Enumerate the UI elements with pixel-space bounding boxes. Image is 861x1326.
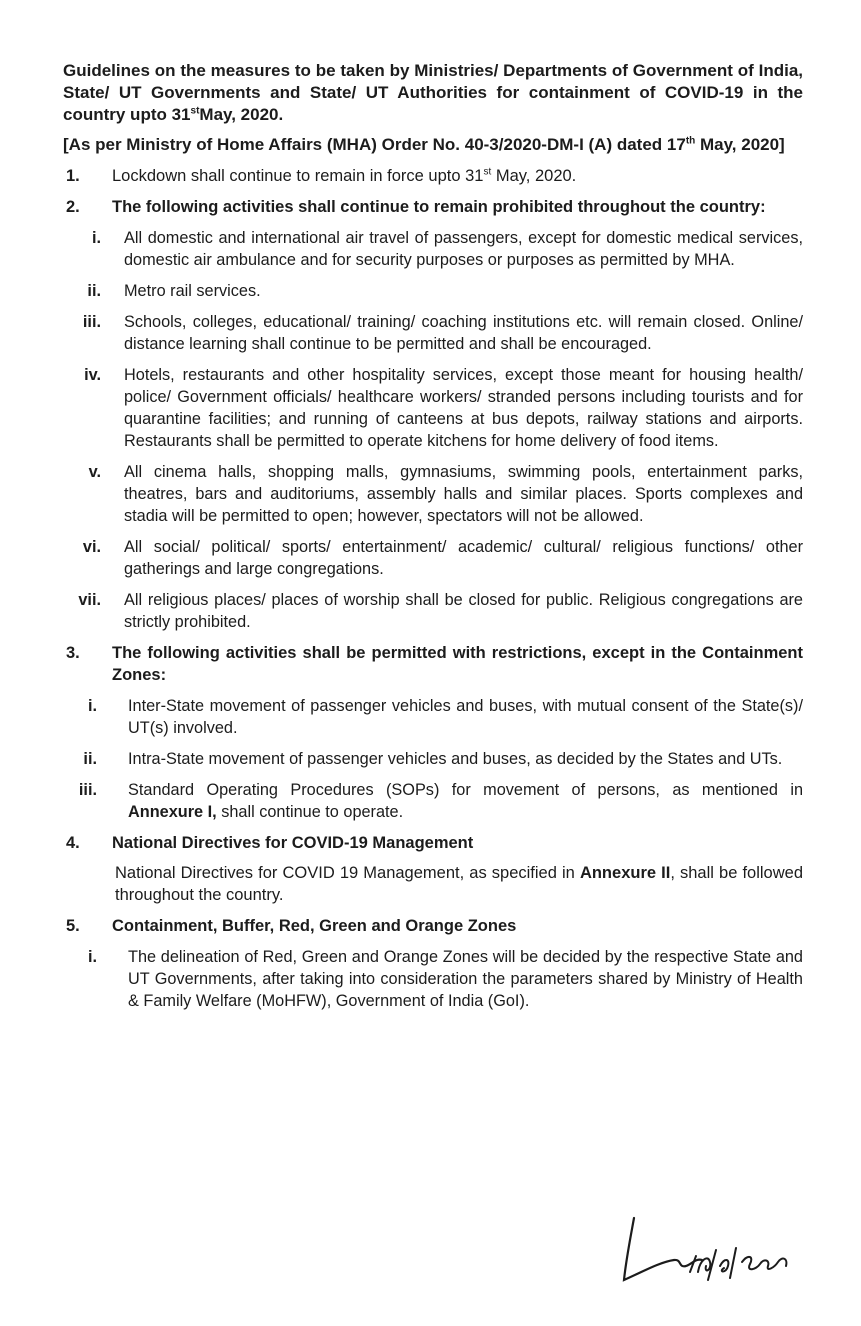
sub-item (63, 461, 803, 527)
item-number: 4. (66, 834, 80, 852)
item-heading: Containment, Buffer, Red, Green and Orange Zones (112, 917, 517, 935)
annexure-reference: Annexure II (579, 864, 671, 882)
sub-item (63, 589, 803, 633)
item-2 (63, 196, 803, 218)
roman-numeral: ii. (83, 750, 97, 768)
sub-item-text: Intra-State movement of passenger vehicles and buses, as decided by the States and UTs. (128, 750, 783, 768)
item-number: 3. (66, 644, 80, 662)
sub-item-text: Metro rail services. (124, 282, 261, 300)
sub-item-text: All cinema halls, shopping malls, gymnasiums, swimming pools, entertainment parks, theatres, bars and auditoriums, assembly halls and similar places. Sports complexes and stadia will be permitted to open; however, spectators will not be allowed. (124, 463, 803, 525)
sub-item (63, 280, 803, 302)
item-number: 5. (66, 917, 80, 935)
item-5 (63, 915, 803, 937)
item-heading: The following activities shall continue to remain prohibited throughout the country: (112, 198, 766, 216)
sub-item (63, 227, 803, 271)
sub-item (63, 946, 803, 1012)
item-4-text: National Directives for COVID 19 Management, as specified in Annexure II, shall be followed throughout the country. (115, 864, 803, 904)
item-heading: The following activities shall be permitted with restrictions, except in the Containment Zones: (112, 644, 803, 684)
roman-numeral: i. (87, 697, 97, 715)
sub-item (63, 364, 803, 452)
roman-numeral: i. (91, 229, 101, 247)
sub-item-text: Hotels, restaurants and other hospitality services, except those meant for housing health/ police/ Government officials/ healthcare workers/ stranded persons including tourists and for quarantine facilities; and running of canteens at bus depots, railway stations and airports. Restaurants shall be permitted to operate kitchens for home delivery of food items. (124, 366, 803, 450)
sub-item-text: Inter-State movement of passenger vehicles and buses, with mutual consent of the State(s)/ UT(s) involved. (128, 697, 803, 737)
roman-numeral: iii. (78, 781, 97, 799)
sub-item-text: All domestic and international air travel of passengers, except for domestic medical services, domestic air ambulance and for security purposes or purposes as permitted by MHA. (124, 229, 803, 269)
sub-item-text: All social/ political/ sports/ entertainment/ academic/ cultural/ religious functions/ other gatherings and large congregations. (124, 538, 803, 578)
item-number: 2. (66, 198, 80, 216)
signature-date-stroke (690, 1248, 786, 1280)
annexure-reference: Annexure I, (128, 803, 217, 821)
sub-item (63, 536, 803, 580)
roman-numeral: vi. (82, 538, 101, 556)
item-heading: National Directives for COVID-19 Management (112, 834, 474, 852)
sub-item-text: The delineation of Red, Green and Orange Zones will be decided by the respective State and UT Governments, after taking into consideration the parameters shared by Ministry of Health & Family Welfare (MoHFW), Government of India (GoI). (128, 948, 803, 1010)
item-3 (63, 642, 803, 686)
item-number: 1. (66, 167, 80, 185)
roman-numeral: vii. (78, 591, 101, 609)
document-title: Guidelines on the measures to be taken by Ministries/ Departments of Government of India, State/ UT Governments and State/ UT Authorities for containment of COVID-19 in the country upto 31stMay, 2020. (63, 61, 803, 124)
sub-item (63, 311, 803, 355)
sub-item-text: Schools, colleges, educational/ training/ coaching institutions etc. will remain closed. Online/ distance learning shall continue to be permitted and shall be encouraged. (124, 313, 803, 353)
sub-item-text: Standard Operating Procedures (SOPs) for movement of persons, as mentioned in Annexure I, shall continue to operate. (128, 781, 803, 821)
handwritten-signature (612, 1210, 822, 1290)
item-4 (63, 832, 803, 854)
roman-numeral: i. (87, 948, 97, 966)
roman-numeral: iv. (84, 366, 101, 384)
sub-item (63, 748, 803, 770)
document-page (63, 60, 803, 1012)
roman-numeral: iii. (82, 313, 101, 331)
sub-item-text: All religious places/ places of worship shall be closed for public. Religious congregations are strictly prohibited. (124, 591, 803, 631)
sub-item (63, 779, 803, 823)
order-reference: [As per Ministry of Home Affairs (MHA) Order No. 40-3/2020-DM-I (A) dated 17th May, 2020] (63, 135, 785, 154)
sub-item (63, 695, 803, 739)
roman-numeral: ii. (87, 282, 101, 300)
roman-numeral: v. (88, 463, 101, 481)
item-1 (63, 165, 803, 187)
item-text: Lockdown shall continue to remain in force upto 31st May, 2020. (112, 166, 577, 185)
